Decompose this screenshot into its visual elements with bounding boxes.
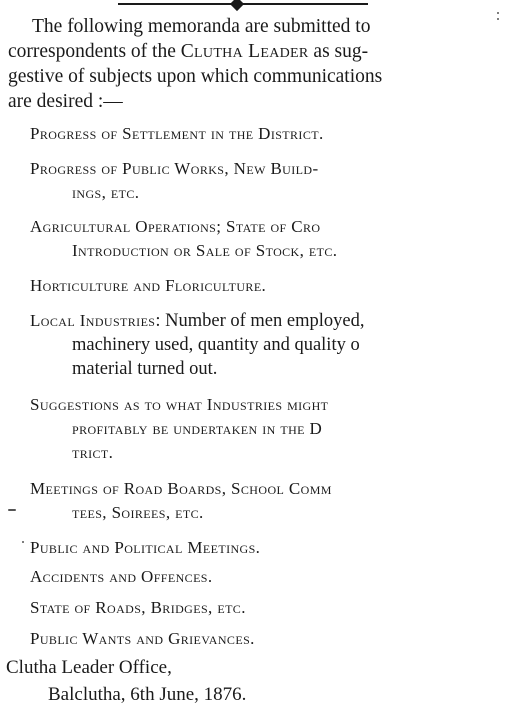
memo-item-horticulture <box>30 274 470 298</box>
memo-item-line: Public Wants and Grievances. <box>30 629 255 648</box>
memo-item-continuation: tees, Soirees, etc. <box>72 503 204 522</box>
intro-line-1: The following memoranda are submitted to <box>32 16 371 37</box>
memo-item-settlement <box>30 122 470 146</box>
print-speck <box>22 541 24 543</box>
memo-item-agricultural <box>30 215 470 263</box>
intro-line-2 <box>8 39 470 64</box>
memo-item-continuation: material turned out. <box>72 359 218 379</box>
print-speck <box>497 12 499 14</box>
newspaper-name: Clutha Leader <box>180 41 309 62</box>
intro-line-2-start: correspondents of the <box>8 41 181 62</box>
memo-item-line: Agricultural Operations; State of Cro <box>30 217 321 236</box>
intro-line-2-end: as sug- <box>308 41 369 62</box>
memo-item-public-works <box>30 157 470 205</box>
signature-office: Clutha Leader Office, <box>6 657 172 678</box>
memo-item-meetings-boards <box>30 477 470 525</box>
intro-paragraph <box>8 14 470 114</box>
memo-item-line: Public and Political Meetings. <box>30 538 261 557</box>
memo-item-accidents <box>30 565 470 589</box>
memo-item-continuation: profitably be undertaken in the D <box>72 419 323 438</box>
signature-place-date: Balclutha, 6th June, 1876. <box>48 684 247 705</box>
memo-item-line: State of Roads, Bridges, etc. <box>30 598 246 617</box>
print-speck <box>497 18 499 20</box>
print-speck <box>8 509 16 511</box>
memo-item-line: Meetings of Road Boards, School Comm <box>30 479 332 498</box>
ornamental-rule <box>118 0 368 8</box>
memo-item-line: Suggestions as to what Industries might <box>30 395 329 414</box>
memo-item-continuation: trict. <box>72 443 114 462</box>
memo-item-continuation: machinery used, quantity and quality o <box>72 335 360 355</box>
memo-item-line: Progress of Public Works, New Build- <box>30 159 319 178</box>
memo-item-line: Local Industries <box>30 311 156 330</box>
memo-item-public-meetings <box>30 536 470 560</box>
memo-item-continuation: Introduction or Sale of Stock, etc. <box>72 241 338 260</box>
diamond-ornament-icon <box>230 0 244 11</box>
memo-item-roads <box>30 596 470 620</box>
memo-item-detail: : Number of men employed, <box>155 311 365 331</box>
memo-item-line: Accidents and Offences. <box>30 567 213 586</box>
memo-item-local-industries <box>30 309 470 381</box>
intro-line-4: are desired :— <box>8 91 123 112</box>
memo-item-public-wants <box>30 627 470 651</box>
memo-item-line: Progress of Settlement in the District. <box>30 124 324 143</box>
intro-line-3: gestive of subjects upon which communications <box>8 66 383 87</box>
memo-item-suggestions <box>30 393 470 465</box>
memo-item-line: Horticulture and Floriculture. <box>30 276 267 295</box>
memo-item-continuation: ings, etc. <box>72 183 140 202</box>
